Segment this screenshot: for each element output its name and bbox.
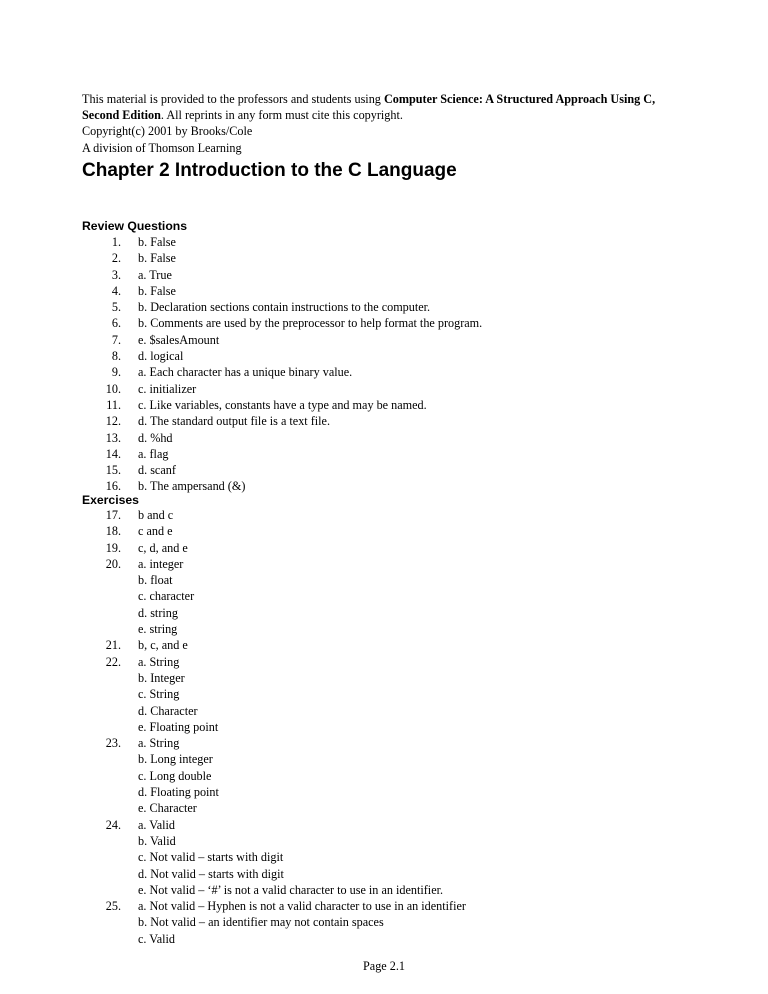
answer [138,556,194,637]
list-item [82,332,702,348]
answer [138,654,218,735]
exercise-number: 19. [105,540,121,555]
question-number: 4. [111,283,121,298]
answer-line: b and c [138,508,174,522]
list-item [82,507,702,523]
answer-line: e. Character [138,801,197,816]
answer-line: d. string [138,605,178,620]
list-item [82,234,702,250]
question-number: 13. [105,430,121,445]
answer [138,523,173,539]
question-number: 8. [111,349,121,364]
answer-line: b. float [138,573,173,588]
answer [138,332,219,348]
notice-line [82,91,692,123]
answer-line: e. $salesAmount [138,332,220,347]
answer-line: c. initializer [138,381,197,396]
list-item [82,735,702,816]
exercise-number: 18. [105,524,121,539]
question-number: 1. [111,235,121,249]
answer [138,234,176,250]
question-number: 3. [111,267,121,282]
publisher-division: A division of Thomson Learning [82,140,242,155]
question-number: 9. [111,365,121,380]
list-item [82,654,702,735]
answer [138,267,172,283]
list-item [82,315,702,331]
answer-line: d. %hd [138,430,173,445]
chapter-title: Chapter 2 Introduction to the C Language [82,160,457,181]
answer-line: c. Like variables, constants have a type and may be named. [138,397,427,412]
answer-line: c. Long double [138,768,212,783]
list-item [82,478,702,494]
list-item [82,898,702,947]
answer-line: c. character [138,589,195,604]
exercise-number: 20. [105,556,121,571]
exercise-number: 24. [105,817,121,832]
list-item [82,446,702,462]
list-item [82,250,702,266]
answer-line: b. Valid [138,833,176,848]
question-number: 10. [105,381,121,396]
question-number: 12. [105,414,121,429]
answer [138,817,443,898]
answer-line: c. Valid [138,931,176,946]
answer [138,283,176,299]
review-questions-list [82,234,702,495]
answer [138,637,188,653]
list-item [82,523,702,539]
answer-line: d. logical [138,349,184,364]
question-number: 5. [111,300,121,315]
copyright-line: Copyright(c) 2001 by Brooks/Cole [82,124,253,139]
notice-text-end: . All reprints in any form must cite this copyright. [160,108,403,123]
answer-line: e. string [138,622,178,637]
answer [138,315,482,331]
answer [138,735,219,816]
exercise-number: 21. [105,638,121,653]
answer-line: b. Not valid – an identifier may not contain spaces [138,915,384,930]
list-item [82,817,702,898]
question-number: 11. [106,397,121,412]
exercise-number: 23. [105,736,121,751]
answer-line: b, c, and e [138,638,188,653]
answer [138,397,427,413]
answer-line: c. String [138,687,180,702]
answer-line: c. Not valid – starts with digit [138,850,284,865]
list-item [82,283,702,299]
list-item [82,364,702,380]
answer-line: d. Floating point [138,785,219,800]
question-number: 14. [105,446,121,461]
notice-text: This material is provided to the professors and students using [82,92,384,106]
list-item [82,637,702,653]
exercises-list [82,507,702,947]
answer-line: b. False [138,235,176,249]
list-item [82,462,702,478]
exercise-number: 17. [105,508,121,522]
answer [138,507,173,523]
answer-line: d. scanf [138,463,176,478]
list-item [82,381,702,397]
answer-line: b. Integer [138,670,185,685]
list-item [82,267,702,283]
review-questions-heading: Review Questions [82,219,187,233]
answer [138,478,245,494]
answer-line: e. Floating point [138,719,219,734]
list-item [82,413,702,429]
question-number: 15. [105,463,121,478]
answer-line: a. Valid [138,817,176,832]
answer [138,299,430,315]
answer [138,446,168,462]
answer [138,430,173,446]
answer-line: d. Not valid – starts with digit [138,866,284,881]
question-number: 7. [111,332,121,347]
answer-line: d. Character [138,703,198,718]
answer-line: a. Not valid – Hyphen is not a valid character to use in an identifier [138,899,466,914]
answer-line: a. String [138,736,180,751]
list-item [82,299,702,315]
answer [138,540,188,556]
exercises-heading: Exercises [82,493,139,507]
answer-line: a. flag [138,446,169,461]
list-item [82,397,702,413]
exercise-number: 25. [105,899,121,914]
answer-line: b. False [138,283,176,298]
answer [138,250,176,266]
answer [138,381,196,397]
question-number: 16. [105,479,121,494]
copyright-notice [82,91,692,156]
answer-line: a. True [138,267,172,282]
answer [138,413,330,429]
page-number: Page 2.1 [363,959,405,973]
answer-line: b. The ampersand (&) [138,479,246,494]
answer-line: d. The standard output file is a text file. [138,414,331,429]
answer-line: b. Comments are used by the preprocessor to help format the program. [138,316,483,331]
answer-line: b. Declaration sections contain instructions to the computer. [138,300,431,315]
question-number: 6. [111,316,121,331]
answer-line: c, d, and e [138,540,188,555]
book-title: Computer Science: A Structured Approach Using C, Second Edition [82,92,656,123]
answer [138,348,183,364]
answer [138,898,466,947]
list-item [82,540,702,556]
answer-line: b. False [138,251,176,266]
list-item [82,348,702,364]
answer [138,364,352,380]
answer-line: a. String [138,654,180,669]
list-item [82,556,702,637]
answer-line: a. Each character has a unique binary value. [138,365,353,380]
answer-line: c and e [138,524,173,539]
answer-line: a. integer [138,556,184,571]
exercise-number: 22. [105,654,121,669]
answer [138,462,176,478]
answer-line: b. Long integer [138,752,213,767]
answer-line: e. Not valid – ‘#’ is not a valid character to use in an identifier. [138,882,444,897]
list-item [82,430,702,446]
question-number: 2. [111,251,121,266]
